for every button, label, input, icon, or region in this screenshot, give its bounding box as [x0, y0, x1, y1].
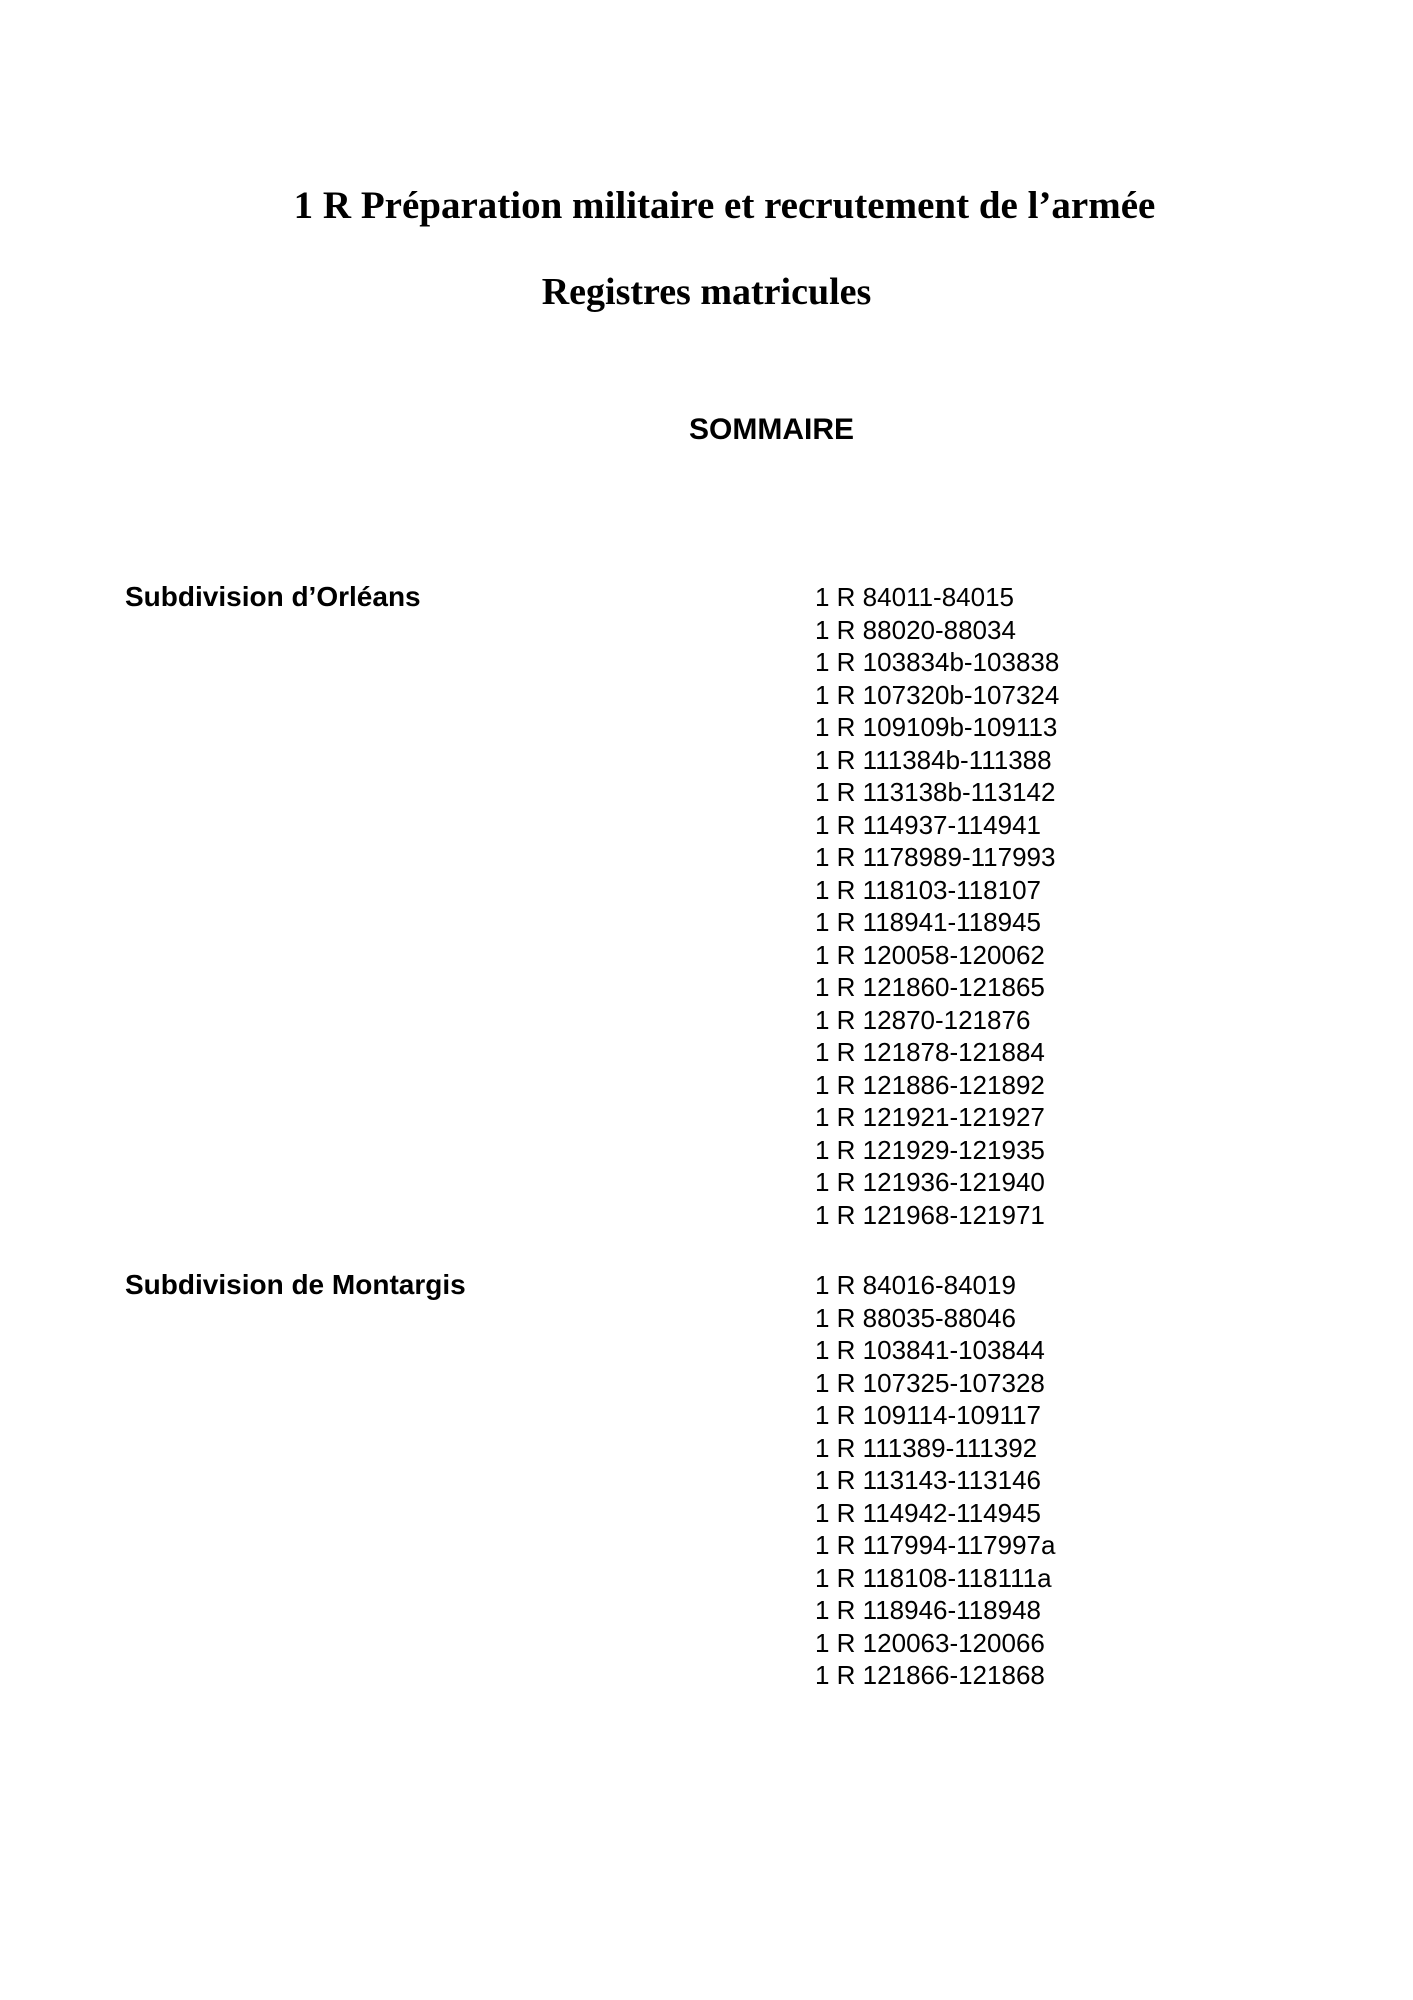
reference-item: 1 R 121929-121935	[815, 1134, 1045, 1165]
reference-item: 1 R 114937-114941	[815, 809, 1042, 840]
reference-item: 1 R 111384b-111388	[815, 744, 1052, 775]
reference-item: 1 R 107325-107328	[815, 1367, 1045, 1398]
reference-item: 1 R 117994-117997a	[815, 1530, 1056, 1560]
reference-item: 1 R 118946-118948	[815, 1595, 1042, 1625]
reference-item: 1 R 107320b-107324	[815, 679, 1060, 710]
reference-item: 1 R 118941-118945	[815, 907, 1042, 937]
reference-item: 1 R 120063-120066	[815, 1627, 1045, 1658]
reference-list	[815, 581, 1413, 1231]
reference-item: 1 R 1178989-117993	[815, 842, 1056, 872]
reference-item: 1 R 103834b-103838	[815, 647, 1060, 677]
reference-item: 1 R 109114-109117	[815, 1400, 1042, 1430]
reference-item: 1 R 12870-121876	[815, 1004, 1031, 1035]
reference-item: 1 R 121936-121940	[815, 1167, 1045, 1197]
subdivision-label: Subdivision d’Orléans	[125, 581, 421, 612]
reference-item: 1 R 121886-121892	[815, 1069, 1045, 1100]
reference-item: 1 R 88035-88046	[815, 1302, 1016, 1333]
subdivision-label: Subdivision de Montargis	[125, 1269, 466, 1300]
reference-item: 1 R 111389-111392	[815, 1432, 1038, 1463]
reference-item: 1 R 113143-113146	[815, 1465, 1042, 1495]
document-subtitle: Registres matricules	[541, 271, 872, 313]
reference-item: 1 R 121921-121927	[815, 1102, 1045, 1132]
summary-sections	[0, 581, 1413, 1730]
reference-item: 1 R 103841-103844	[815, 1335, 1045, 1365]
reference-item: 1 R 114942-114945	[815, 1497, 1042, 1528]
reference-item: 1 R 118103-118107	[815, 874, 1042, 905]
reference-item: 1 R 84016-84019	[815, 1270, 1016, 1300]
reference-list	[815, 1269, 1413, 1692]
reference-item: 1 R 120058-120062	[815, 939, 1045, 970]
reference-item: 1 R 121866-121868	[815, 1660, 1045, 1690]
reference-item: 1 R 121968-121971	[815, 1199, 1045, 1230]
reference-item: 1 R 121860-121865	[815, 972, 1045, 1002]
summary-section	[0, 1269, 1413, 1692]
reference-item: 1 R 84011-84015	[815, 582, 1015, 612]
reference-item: 1 R 88020-88034	[815, 614, 1016, 645]
document-title: 1 R Préparation militaire et recrutement de l’armée	[293, 184, 1156, 227]
reference-item: 1 R 113138b-113142	[815, 777, 1056, 807]
reference-item: 1 R 121878-121884	[815, 1037, 1045, 1067]
reference-item: 1 R 109109b-109113	[815, 712, 1058, 742]
reference-item: 1 R 118108-118111a	[815, 1562, 1052, 1593]
summary-heading: SOMMAIRE	[689, 413, 854, 446]
summary-section	[0, 581, 1413, 1231]
